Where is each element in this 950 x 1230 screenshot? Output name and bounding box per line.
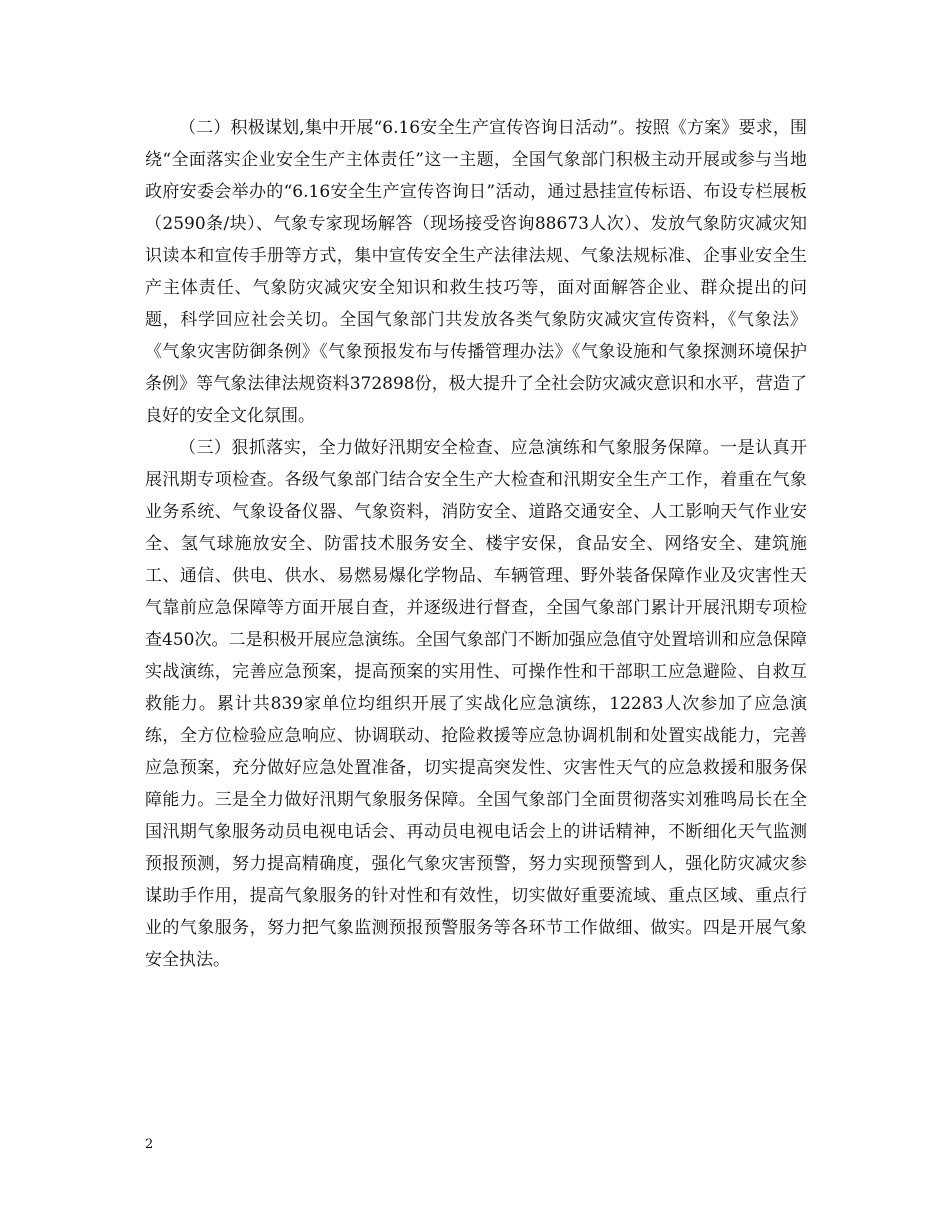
paragraph-publicity-day: （二）积极谋划,集中开展“6.16安全生产宣传咨询日活动”。按照《方案》要求，围绕“全面落实企业安全生产主体责任”这一主题，全国气象部门积极主动开展或参与当地政府安委会举办的“6.16安全生产宣传咨询日”活动，通过悬挂宣传标语、布设专栏展板（2590条/块）、气象专家现场解答（现场接受咨询88673人次）、发放气象防灾减灾知识读本和宣传手册等方式，集中宣传安全生产法律法规、气象法规标准、企事业安全生产主体责任、气象防灾减灾安全知识和救生技巧等，面对面解答企业、群众提出的问题，科学回应社会关切。全国气象部门共发放各类气象防灾减灾宣传资料，《气象法》《气象灾害防御条例》《气象预报发布与传播管理办法》《气象设施和气象探测环境保护条例》等气象法律法规资料372898份，极大提升了全社会防灾减灾意识和水平，营造了良好的安全文化氛围。 <box>145 118 807 426</box>
paragraph-flood-season-inspection: （三）狠抓落实，全力做好汛期安全检查、应急演练和气象服务保障。一是认真开展汛期专项检查。各级气象部门结合安全生产大检查和汛期安全生产工作，着重在气象业务系统、气象设备仪器、气象资料，消防安全、道路交通安全、人工影响天气作业安全、氢气球施放安全、防雷技术服务安全、楼宇安保，食品安全、网络安全、建筑施工、通信、供电、供水、易燃易爆化学物品、车辆管理、野外装备保障作业及灾害性天气靠前应急保障等方面开展自查，并逐级进行督查，全国气象部门累计开展汛期专项检查450次。二是积极开展应急演练。全国气象部门不断加强应急值守处置培训和应急保障实战演练，完善应急预案，提高预案的实用性、可操作性和干部职工应急避险、自救互救能力。累计共839家单位均组织开展了实战化应急演练，12283人次参加了应急演练，全方位检验应急响应、协调联动、抢险救援等应急协调机制和处置实战能力，完善应急预案，充分做好应急处置准备，切实提高突发性、灾害性天气的应急救援和服务保障能力。三是全力做好汛期气象服务保障。全国气象部门全面贯彻落实刘雅鸣局长在全国汛期气象服务动员电视电话会、再动员电视电话会上的讲话精神，不断细化天气监测预报预测，努力提高精确度，强化气象灾害预警，努力实现预警到人，强化防灾减灾参谋助手作用，提高气象服务的针对性和有效性，切实做好重要流域、重点区域、重点行业的气象服务，努力把气象监测预报预警服务等各环节工作做细、做实。四是开展气象安全执法。 <box>145 438 807 970</box>
document-body <box>145 112 807 976</box>
page-number: 2 <box>145 1137 154 1152</box>
